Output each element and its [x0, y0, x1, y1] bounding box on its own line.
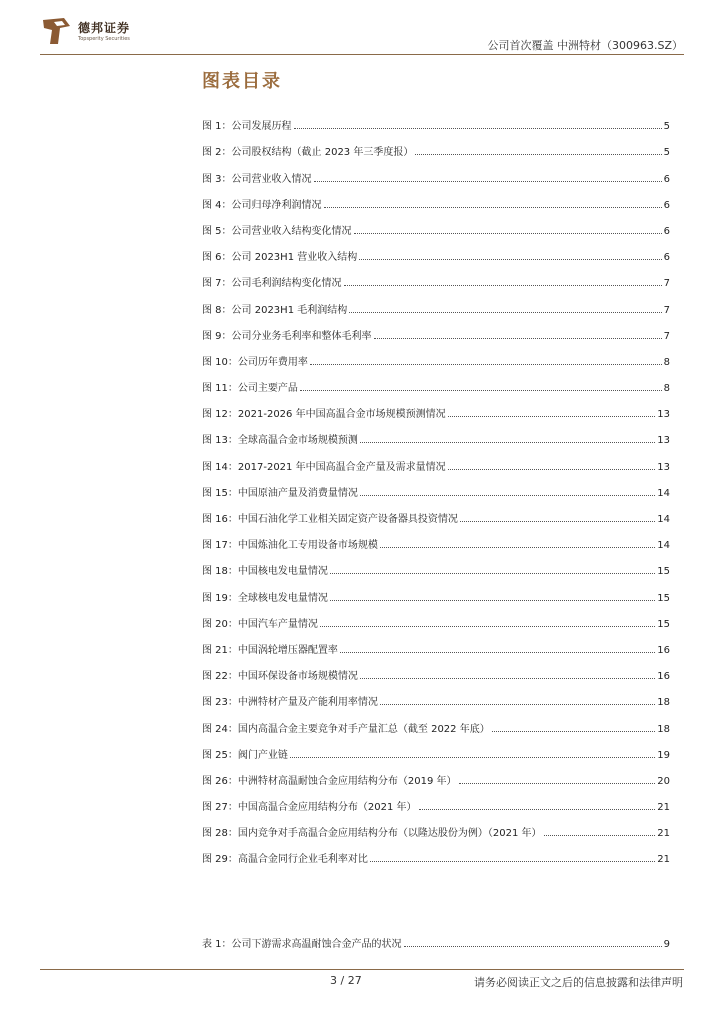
toc-entry[interactable]	[202, 630, 670, 656]
toc-entry-page: 16	[657, 671, 670, 683]
table-list	[202, 924, 670, 950]
header-divider	[40, 54, 684, 55]
toc-entry-page: 15	[657, 592, 670, 604]
toc-entry-page: 21	[657, 854, 670, 866]
toc-entry[interactable]	[202, 656, 670, 682]
toc-entry-label: 图 28：国内竞争对手高温合金应用结构分布（以隆达股份为例）（2021 年）	[202, 828, 542, 840]
toc-entry-label: 图 24：国内高温合金主要竞争对手产量汇总（截至 2022 年底）	[202, 723, 490, 735]
toc-entry-page: 19	[657, 749, 670, 761]
toc-entry[interactable]	[202, 420, 670, 446]
toc-entry-label: 图 19：全球核电发电量情况	[202, 592, 328, 604]
toc-entry-page: 9	[663, 939, 670, 951]
dot-leader	[330, 573, 655, 574]
dot-leader	[349, 312, 661, 313]
dot-leader	[459, 783, 656, 784]
toc-entry[interactable]	[202, 813, 670, 839]
dot-leader	[294, 128, 662, 129]
brand-logo-icon	[40, 16, 72, 48]
toc-entry-page: 16	[657, 644, 670, 656]
toc-entry[interactable]	[202, 316, 670, 342]
dot-leader	[374, 338, 662, 339]
toc-entry-page: 14	[657, 487, 670, 499]
toc-entry-page: 5	[663, 121, 670, 133]
toc-entry-page: 8	[663, 383, 670, 395]
toc-entry-label: 图 7：公司毛利润结构变化情况	[202, 278, 342, 290]
toc-entry-label: 图 12：2021-2026 年中国高温合金市场规模预测情况	[202, 409, 446, 421]
toc-entry[interactable]	[202, 237, 670, 263]
dot-leader	[404, 946, 662, 947]
toc-entry-label: 图 5：公司营业收入结构变化情况	[202, 225, 352, 237]
toc-entry-label: 图 16：中国石油化学工业相关固定资产设备器具投资情况	[202, 514, 458, 525]
footer-disclaimer: 请务必阅读正文之后的信息披露和法律声明	[474, 976, 683, 989]
toc-entry[interactable]	[202, 446, 670, 472]
toc-entry[interactable]	[202, 368, 670, 394]
dot-leader	[492, 731, 656, 732]
toc-entry-page: 18	[657, 723, 670, 735]
figure-list	[202, 106, 670, 865]
toc-entry[interactable]	[202, 525, 670, 551]
dot-leader	[314, 181, 662, 182]
toc-entry-label: 图 27：中国高温合金应用结构分布（2021 年）	[202, 802, 417, 814]
toc-entry[interactable]	[202, 158, 670, 184]
toc-entry[interactable]	[202, 342, 670, 368]
toc-entry-label: 图 23：中洲特材产量及产能利用率情况	[202, 697, 378, 709]
toc-entry-label: 图 29：高温合金同行企业毛利率对比	[202, 854, 368, 866]
toc-entry-page: 13	[657, 461, 670, 473]
toc-entry[interactable]	[202, 394, 670, 420]
toc-entry-label: 图 13：全球高温合金市场规模预测	[202, 435, 358, 447]
brand-name-en: Topsperity Securities	[78, 36, 130, 42]
toc-entry-page: 6	[663, 199, 670, 211]
dot-leader	[324, 207, 662, 208]
toc-entry[interactable]	[202, 761, 670, 787]
toc-entry-page: 15	[657, 618, 670, 630]
toc-entry-label: 图 11：公司主要产品	[202, 383, 298, 395]
toc-entry-label: 图 10：公司历年费用率	[202, 356, 308, 368]
dot-leader	[354, 233, 662, 234]
toc-entry[interactable]	[202, 839, 670, 865]
toc-entry-label: 图 14：2017-2021 年中国高温合金产量及需求量情况	[202, 461, 446, 473]
toc-entry[interactable]	[202, 735, 670, 761]
dot-leader	[360, 678, 655, 679]
toc-entry-page: 8	[663, 356, 670, 368]
toc-entry-page: 15	[657, 566, 670, 578]
toc-entry[interactable]	[202, 787, 670, 813]
dot-leader	[340, 652, 655, 653]
toc-entry-label: 图 15：中国原油产量及消费量情况	[202, 487, 358, 499]
dot-leader	[370, 861, 655, 862]
toc-entry[interactable]	[202, 106, 670, 132]
section-title: 图表目录	[202, 71, 282, 92]
dot-leader	[310, 364, 662, 365]
toc-entry-page: 7	[663, 278, 670, 290]
toc-entry[interactable]	[202, 263, 670, 289]
toc-entry-page: 21	[657, 828, 670, 840]
toc-entry-label: 图 25：阀门产业链	[202, 749, 288, 761]
toc-entry-page: 21	[657, 802, 670, 814]
footer-divider	[40, 969, 684, 970]
toc-entry-page: 14	[657, 514, 670, 525]
toc-entry-page: 13	[657, 409, 670, 421]
toc-entry-label: 图 8：公司 2023H1 毛利润结构	[202, 304, 348, 316]
toc-entry-page: 18	[657, 697, 670, 709]
toc-entry-page: 6	[663, 225, 670, 237]
toc-entry[interactable]	[202, 604, 670, 630]
dot-leader	[300, 390, 662, 391]
dot-leader	[448, 416, 656, 417]
toc-entry[interactable]	[202, 577, 670, 603]
dot-leader	[320, 626, 655, 627]
toc-entry[interactable]	[202, 132, 670, 158]
toc-entry[interactable]	[202, 473, 670, 499]
dot-leader	[360, 442, 655, 443]
toc-entry-label: 图 26：中洲特材高温耐蚀合金应用结构分布（2019 年）	[202, 775, 457, 787]
toc-entry-page: 6	[663, 252, 670, 264]
toc-entry-label: 图 20：中国汽车产量情况	[202, 618, 318, 630]
toc-entry-label: 图 9：公司分业务毛利率和整体毛利率	[202, 330, 372, 342]
page-number: 3 / 27	[330, 974, 362, 987]
toc-entry-page: 20	[657, 775, 670, 787]
toc-entry-page: 5	[663, 147, 670, 159]
toc-entry-page: 6	[663, 173, 670, 185]
brand-logo	[40, 16, 160, 52]
toc-entry[interactable]	[202, 185, 670, 211]
toc-entry-page: 13	[657, 435, 670, 447]
toc-entry[interactable]	[202, 499, 670, 525]
dot-leader	[330, 600, 655, 601]
toc-entry-label: 图 22：中国环保设备市场规模情况	[202, 671, 358, 683]
toc-entry-page: 7	[663, 304, 670, 316]
dot-leader	[380, 704, 655, 705]
dot-leader	[544, 835, 656, 836]
toc-entry-page: 7	[663, 330, 670, 342]
toc-entry-page: 14	[657, 540, 670, 552]
toc-entry-label: 图 1：公司发展历程	[202, 121, 292, 133]
toc-entry[interactable]	[202, 289, 670, 315]
dot-leader	[290, 757, 655, 758]
dot-leader	[419, 809, 656, 810]
dot-leader	[460, 521, 655, 522]
dot-leader	[359, 259, 661, 260]
toc-entry[interactable]	[202, 551, 670, 577]
report-info: 公司首次覆盖 中洲特材（300963.SZ）	[487, 39, 683, 52]
dot-leader	[380, 547, 655, 548]
dot-leader	[344, 285, 662, 286]
page-header	[0, 0, 724, 60]
toc-entry-label: 表 1：公司下游需求高温耐蚀合金产品的状况	[202, 939, 402, 951]
toc-entry-label: 图 17：中国炼油化工专用设备市场规模	[202, 540, 378, 552]
toc-entry-label: 图 18：中国核电发电量情况	[202, 566, 328, 578]
dot-leader	[360, 495, 655, 496]
toc-entry-label: 图 3：公司营业收入情况	[202, 173, 312, 185]
toc-entry-label: 图 2：公司股权结构（截止 2023 年三季度报）	[202, 147, 414, 159]
dot-leader	[415, 154, 661, 155]
toc-entry[interactable]	[202, 708, 670, 734]
toc-entry-label: 图 21：中国涡轮增压器配置率	[202, 644, 338, 656]
toc-entry[interactable]	[202, 924, 670, 950]
toc-entry[interactable]	[202, 211, 670, 237]
brand-name-cn: 德邦证券	[78, 21, 131, 35]
toc-entry-label: 图 6：公司 2023H1 营业收入结构	[202, 252, 358, 264]
toc-entry[interactable]	[202, 682, 670, 708]
dot-leader	[448, 469, 656, 470]
toc-entry-label: 图 4：公司归母净利润情况	[202, 199, 322, 211]
